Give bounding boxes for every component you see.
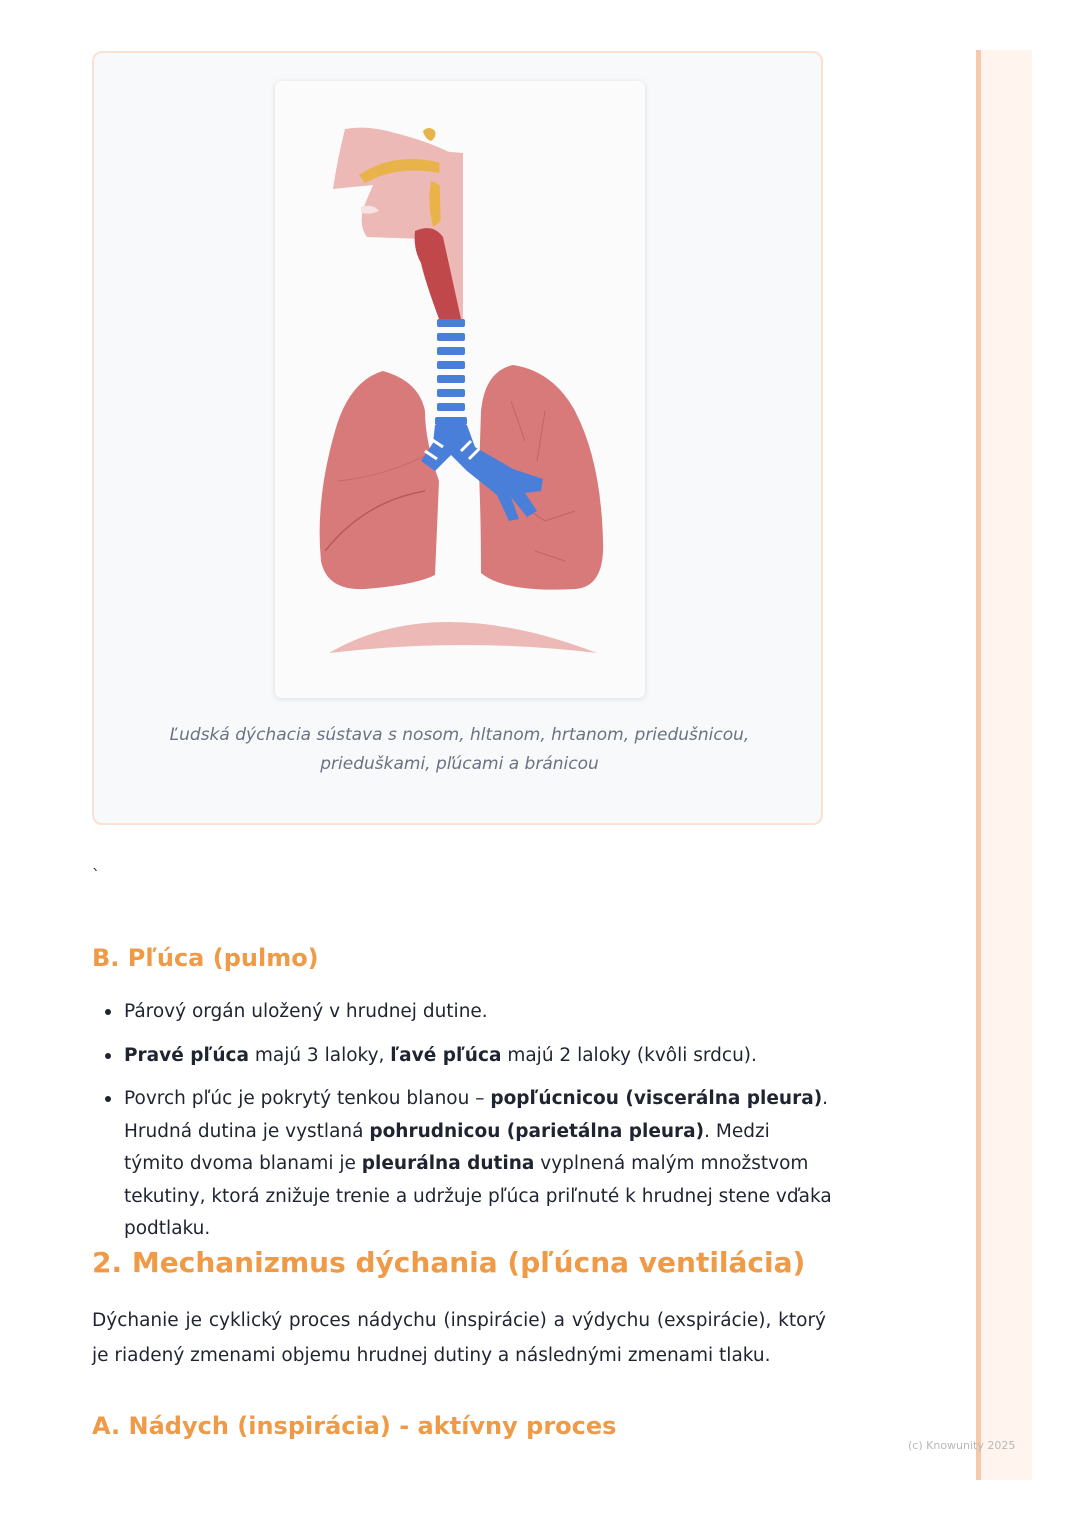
side-bar (976, 50, 1032, 1480)
bullet-item-1 (92, 996, 832, 1029)
stray-mark: ` (92, 866, 100, 885)
respiratory-system-illustration (275, 81, 645, 698)
section-a-heading: A. Nádych (inspirácia) - aktívny proces (92, 1412, 617, 1440)
bullet-bold: ľavé pľúca (390, 1044, 502, 1066)
epiglottis-tip-shape (423, 128, 436, 141)
diaphragm-shape (329, 622, 597, 653)
section-2-paragraph: Dýchanie je cyklický proces nádychu (inspirácie) a výdychu (exspirácie), ktorý je riadený zmenami objemu hrudnej dutiny a následnými zmenami tlaku. (92, 1310, 826, 1366)
bullet-text: majú 3 laloky, (248, 1044, 391, 1066)
bullet-text: Párový orgán uložený v hrudnej dutine. (124, 1001, 488, 1022)
copyright-notice: (c) Knowunity 2025 (908, 1439, 1016, 1452)
figure-caption: Ľudská dýchacia sústava s nosom, hltanom, hrtanom, priedušnicou, prieduškami, pľúcami a bránicou (169, 725, 750, 774)
bullet-bold: popľúcnicou (viscerálna pleura) (490, 1088, 823, 1109)
respiratory-system-icon (275, 81, 645, 698)
right-lung-shape (320, 371, 439, 589)
bullet-bold: Pravé pľúca (124, 1044, 249, 1066)
bullet-text: majú 2 laloky (kvôli srdcu). (501, 1044, 757, 1066)
section-b-heading: B. Pľúca (pulmo) (92, 944, 319, 972)
bullet-text: . Medzi týmito dvoma blanami je (124, 1120, 770, 1174)
section-2-heading: 2. Mechanizmus dýchania (pľúcna ventilácia) (92, 1246, 806, 1279)
bullet-item-3 (92, 1083, 832, 1246)
bullet-text: vyplnená malým množstvom tekutiny, ktorá znižuje trenie a udržuje pľúca priľnuté k hrudnej stene vďaka podtlaku. (124, 1153, 832, 1239)
section-b-bullet-list (92, 996, 832, 1257)
bullet-item-2 (92, 1040, 832, 1073)
bullet-bold: pohrudnicou (parietálna pleura) (369, 1120, 705, 1142)
bullet-bold: pleurálna dutina (361, 1153, 535, 1174)
figure-card (92, 51, 823, 825)
bullet-text: Povrch pľúc je pokrytý tenkou blanou – (124, 1088, 491, 1109)
trachea-rings (435, 319, 467, 425)
bullet-text: . Hrudná dutina je vystlaná (124, 1088, 829, 1142)
